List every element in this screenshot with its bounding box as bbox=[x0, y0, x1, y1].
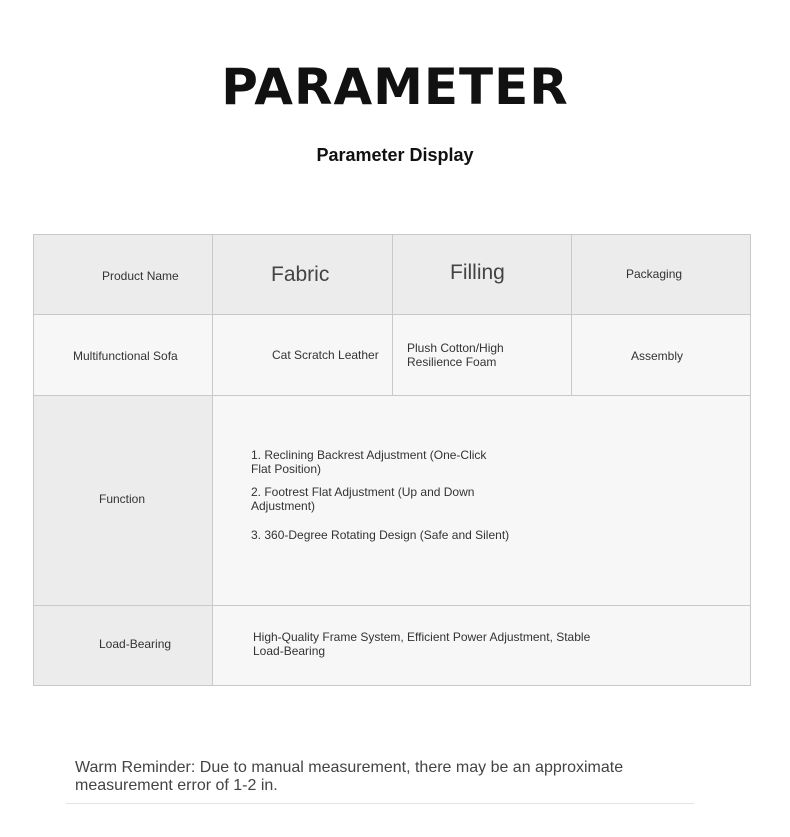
header-packaging: Packaging bbox=[626, 267, 683, 281]
parameter-table bbox=[33, 234, 751, 686]
header-cell-filling bbox=[393, 235, 572, 315]
value-cell-packaging bbox=[572, 315, 750, 396]
function-item: 2. Footrest Flat Adjustment (Up and Down Adjustment) bbox=[251, 485, 475, 513]
header-cell-packaging bbox=[572, 235, 750, 315]
value-cell-filling bbox=[393, 315, 572, 396]
function-label: Function bbox=[99, 492, 146, 506]
function-item: 1. Reclining Backrest Adjustment (One-Click Flat Position) bbox=[251, 448, 487, 476]
value-product-name: Multifunctional Sofa bbox=[73, 349, 178, 363]
header-fabric: Fabric bbox=[271, 263, 330, 286]
header-product-name: Product Name bbox=[102, 269, 179, 283]
header-filling: Filling bbox=[450, 261, 505, 284]
value-cell-product-name bbox=[34, 315, 213, 396]
header-cell-fabric bbox=[213, 235, 393, 315]
load-bearing-label-cell bbox=[34, 606, 213, 685]
value-packaging: Assembly bbox=[631, 349, 684, 363]
load-bearing-value-cell bbox=[213, 606, 750, 685]
value-fabric: Cat Scratch Leather bbox=[272, 348, 379, 362]
load-bearing-value: High-Quality Frame System, Efficient Power Adjustment, Stable Load-Bearing bbox=[253, 630, 591, 658]
function-value-cell bbox=[213, 396, 750, 606]
page-subtitle: Parameter Display bbox=[316, 145, 474, 165]
header-cell-product-name bbox=[34, 235, 213, 315]
function-item: 3. 360-Degree Rotating Design (Safe and Silent) bbox=[251, 528, 510, 542]
value-filling: Plush Cotton/High Resilience Foam bbox=[407, 341, 504, 369]
divider bbox=[66, 803, 694, 804]
function-label-cell bbox=[34, 396, 213, 606]
load-bearing-label: Load-Bearing bbox=[99, 637, 172, 651]
warm-reminder: Warm Reminder: Due to manual measurement, there may be an approximate measurement error of 1-2 in. bbox=[75, 759, 624, 794]
value-cell-fabric bbox=[213, 315, 393, 396]
page-title: PARAMETER bbox=[221, 58, 569, 116]
